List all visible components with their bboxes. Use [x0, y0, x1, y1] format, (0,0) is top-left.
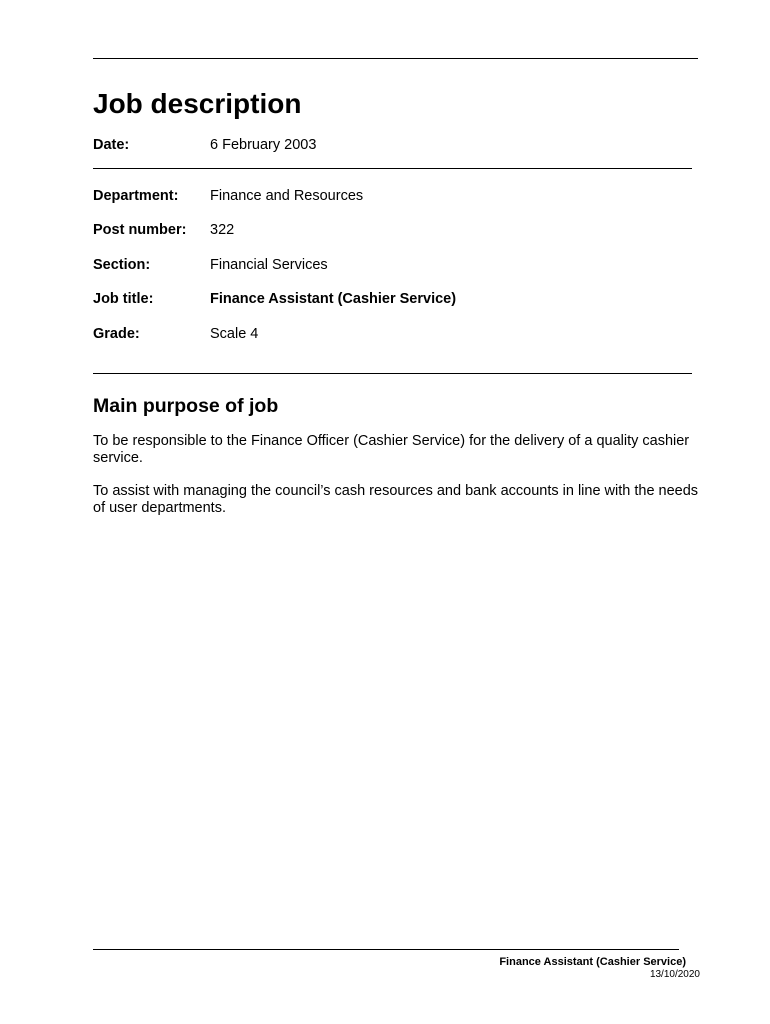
top-divider	[93, 58, 698, 59]
footer-divider	[93, 949, 679, 950]
field-value-post-number: 322	[210, 222, 235, 238]
field-label-post-number: Post number:	[93, 222, 187, 238]
field-label-date: Date:	[93, 137, 130, 153]
main-purpose-paragraph: To be responsible to the Finance Officer (Cashier Service) for the delivery of a quality cashier service.	[93, 433, 690, 466]
field-value-job-title: Finance Assistant (Cashier Service)	[210, 291, 457, 307]
field-value-grade: Scale 4	[210, 326, 259, 342]
field-label-section: Section:	[93, 257, 151, 273]
field-value-department: Finance and Resources	[210, 188, 364, 204]
field-row-date	[93, 135, 693, 155]
document-title: Job description	[93, 88, 302, 119]
field-value-section: Financial Services	[210, 257, 328, 273]
field-label-job-title: Job title:	[93, 291, 154, 307]
field-row-section	[93, 255, 693, 275]
footer-title: Finance Assistant (Cashier Service)	[499, 956, 686, 968]
field-row-grade	[93, 324, 693, 344]
fields-divider	[93, 373, 692, 374]
field-row-department	[93, 186, 693, 206]
date-divider	[93, 168, 692, 169]
main-purpose-heading: Main purpose of job	[93, 395, 279, 417]
footer-date: 13/10/2020	[649, 969, 700, 980]
main-purpose-paragraph: To assist with managing the council’s cash resources and bank accounts in line with the needs of user departments.	[93, 483, 699, 516]
field-label-department: Department:	[93, 188, 179, 204]
field-row-post-number	[93, 220, 693, 240]
field-value-date: 6 February 2003	[210, 137, 317, 153]
field-row-job-title	[93, 289, 693, 309]
field-label-grade: Grade:	[93, 326, 140, 342]
